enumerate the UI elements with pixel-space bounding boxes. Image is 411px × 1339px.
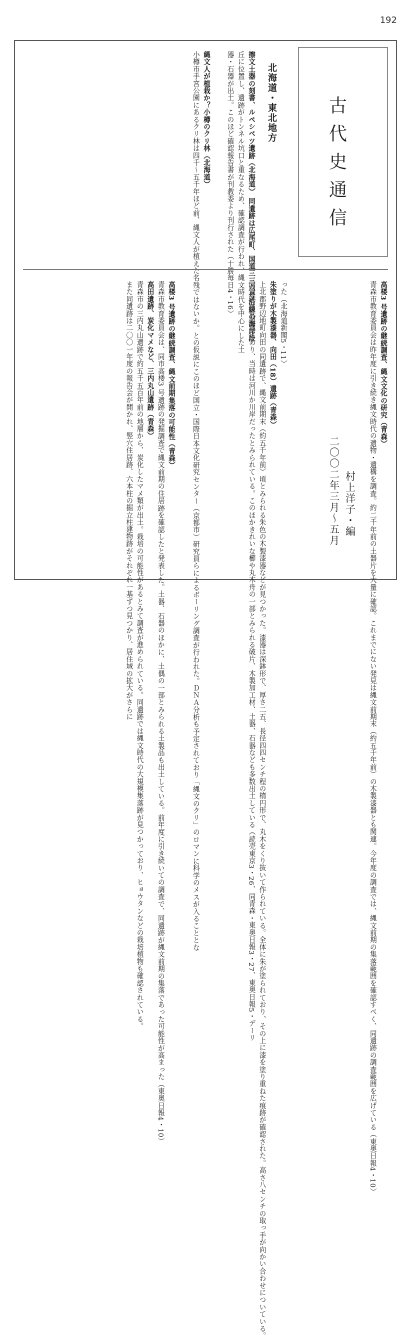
article-headline: 朱塗りが木製漆器、向田（18）遺跡（青森）	[268, 281, 277, 429]
region-heading: 北海道・東北地方	[266, 63, 276, 143]
article-headline: 擦文土器の刻書、ルペシベツ遺跡（北海道） 同遺跡は広尾町、国道三三六号沿線の海岸段	[247, 51, 255, 342]
article-body: また同遺跡は二〇〇一年度の報告会が開かれ、竪穴住居跡、六本柱の掘立柱建物跡がそれぞれ一基ずつ見つかり、居住域の拡大がさらに	[124, 281, 133, 721]
article-body: 青森市の三内丸山遺跡で約五千五百年前の地層から、炭化したマメ類が出土。栽培の可能性があるとみて調査が進められている。同遺跡では縄文時代の大規模集落跡が見つかっており、ヒョウタンなどの栽培植物も確認されている。	[135, 281, 144, 1030]
article-body: 上北郡野辺地町向田の同遺跡で、縄文前期末（約五千年前）頃とみられる朱色の木製漆器などが見つかった。漆器は深鉢形で、厚さ二五、長径四四センチ程の楕円形で、丸木をくり抜いて作られている。全体に朱が塗られており、その上に漆を塗り重ねた痕跡が確認された。高さ八センチの取っ手が向かい合わせについている。	[257, 281, 266, 1339]
article-headline: 高楼3 号遺跡の継続調査、縄文文化の研究（青森）	[379, 281, 387, 448]
date-range: 二〇〇二年三月〜五月	[327, 436, 338, 546]
article-headline: 高田遺跡、炭化マメなど、三内丸山遺跡（青森）	[145, 281, 154, 440]
page-frame	[14, 40, 397, 1339]
article-body: 同遺跡は低湿地にあり、当時は河川か川岸だったとみられている。このほかきれいな櫛や丸木舟の一部とみられる破片、木製加工材、土器、石器なども多数出土している（読売東京3・26、同青森・東奥日報3・27、東奥日報5・デーリ	[247, 281, 256, 1042]
article-body: った（北海道新聞5・11）	[279, 281, 287, 368]
article-headline: 高楼3 号遺跡の継続調査、縄文前期集落の可能性（青森）	[167, 281, 175, 469]
article-body: 青森市教育委員会は、同市高楼3 号遺跡の発掘調査で縄文前期の住居跡を確認したと発表した。土器、石器のほかに、土偶の一部とみられる土製品も出土している。前年度に引き続いての調査で、同遺跡が縄文前期の集落であった可能性が高まった（東奥日報4・10）	[156, 281, 165, 1145]
article-column	[21, 281, 176, 1145]
title-box	[298, 47, 388, 257]
article-body: 丘に位置し、遺跡がトンネル坑口と重なるため、確認調査が行われ、縄文時代を中心にした土	[236, 51, 245, 354]
band-divider	[23, 269, 388, 270]
article-body: 器・石器が出土。このほど確認報告書が刊教委より刊行された（十勝毎日4・16）	[225, 51, 234, 318]
section-title: 古代史通信	[326, 96, 347, 236]
article-column	[300, 281, 388, 1196]
page-number: 192	[379, 16, 397, 26]
editor-credit: 村上洋子・編	[343, 471, 354, 537]
article-body: 小樽市手宮公園にあるクリ林は四千〜五千年ほど前、縄文人が植えた名残ではないか。との仮説にこのほど国立・国際日本文化研究センター（京都市）研究員らによるボーリング調査が行われた。ＤＮＡ分析も予定されており「縄文のクリ」のロマンに科学のメスが入ることとな	[191, 51, 200, 951]
article-column	[216, 51, 256, 354]
article-headline: 縄文人が植栽か？小樽のクリ林（北海道）	[202, 51, 210, 188]
article-body: 青森市教育委員会は昨年度に引き続き縄文時代の遺物・遺構を調査。約二千年前の土器片を大量に確認。これまでにない発見は縄文前期末（約五千年前）の木製漆器とも関連。今年度の調査では、縄文前期の集落範囲を確認すべく、同遺跡の調査範囲を広げている（東奥日報4・10）	[368, 281, 377, 1196]
